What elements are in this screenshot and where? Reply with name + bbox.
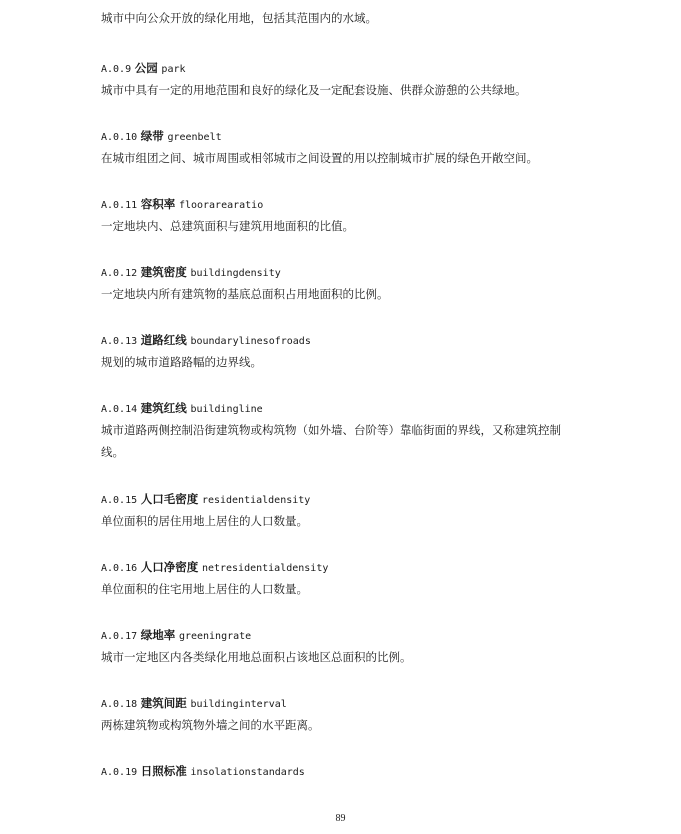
term-name: 建筑密度 bbox=[140, 265, 187, 279]
term-english: park bbox=[161, 64, 186, 75]
term-code: A.0.10 bbox=[101, 132, 138, 143]
term-name: 人口净密度 bbox=[140, 560, 199, 574]
term-name: 容积率 bbox=[140, 197, 176, 211]
term-definition: 两栋建筑物或构筑物外墙之间的水平距离。 bbox=[101, 718, 320, 732]
term-code: A.0.15 bbox=[101, 495, 138, 506]
term-name: 日照标准 bbox=[140, 764, 187, 778]
term-heading bbox=[101, 624, 581, 648]
term-code: A.0.16 bbox=[101, 563, 138, 574]
term-definition: 规划的城市道路路幅的边界线。 bbox=[101, 355, 262, 369]
term-heading bbox=[101, 261, 581, 285]
term-name: 绿带 bbox=[140, 129, 164, 143]
term-definition: 单位面积的住宅用地上居住的人口数量。 bbox=[101, 582, 308, 596]
term-english: buildingdensity bbox=[190, 268, 281, 279]
term-definition: 城市一定地区内各类绿化用地总面积占该地区总面积的比例。 bbox=[101, 650, 412, 664]
term-english: floorarearatio bbox=[178, 200, 264, 211]
term-definition: 城市中具有一定的用地范围和良好的绿化及一定配套设施、供群众游憩的公共绿地。 bbox=[101, 83, 527, 97]
page-number: 89 bbox=[335, 813, 346, 824]
term-code: A.0.17 bbox=[101, 631, 138, 642]
term-heading bbox=[101, 556, 581, 580]
term-definition: 城市道路两侧控制沿街建筑物或构筑物（如外墙、台阶等）靠临街面的界线，又称建筑控制线。 bbox=[101, 423, 561, 459]
term-code: A.0.18 bbox=[101, 699, 138, 710]
term-heading bbox=[101, 488, 581, 512]
term-name: 建筑间距 bbox=[140, 696, 187, 710]
term-heading bbox=[101, 692, 581, 716]
term-definition: 在城市组团之间、城市周围或相邻城市之间设置的用以控制城市扩展的绿色开敞空间。 bbox=[101, 151, 538, 165]
term-code: A.0.9 bbox=[101, 64, 132, 75]
term-code: A.0.14 bbox=[101, 404, 138, 415]
intro-definition: 城市中向公众开放的绿化用地，包括其范围内的水域。 bbox=[101, 11, 377, 25]
term-name: 绿地率 bbox=[140, 628, 176, 642]
term-english: greeningrate bbox=[178, 631, 252, 642]
term-name: 公园 bbox=[134, 61, 158, 75]
term-code: A.0.11 bbox=[101, 200, 138, 211]
term-heading bbox=[101, 125, 581, 149]
term-code: A.0.13 bbox=[101, 336, 138, 347]
term-heading bbox=[101, 57, 581, 81]
term-definition: 一定地块内所有建筑物的基底总面积占用地面积的比例。 bbox=[101, 287, 389, 301]
term-english: boundarylinesofroads bbox=[190, 336, 311, 347]
term-name: 建筑红线 bbox=[140, 401, 187, 415]
term-heading bbox=[101, 193, 581, 217]
term-code: A.0.19 bbox=[101, 767, 138, 778]
term-english: buildinginterval bbox=[190, 699, 287, 710]
term-english: buildingline bbox=[190, 404, 263, 415]
term-english: insolationstandards bbox=[190, 767, 305, 778]
term-code: A.0.12 bbox=[101, 268, 138, 279]
term-definition: 一定地块内、总建筑面积与建筑用地面积的比值。 bbox=[101, 219, 354, 233]
term-heading bbox=[101, 329, 581, 353]
term-english: residentialdensity bbox=[201, 495, 311, 506]
term-definition: 单位面积的居住用地上居住的人口数量。 bbox=[101, 514, 308, 528]
term-name: 人口毛密度 bbox=[140, 492, 199, 506]
term-english: netresidentialdensity bbox=[201, 563, 329, 574]
term-name: 道路红线 bbox=[140, 333, 187, 347]
term-english: greenbelt bbox=[167, 132, 222, 143]
term-heading bbox=[101, 760, 581, 784]
term-heading bbox=[101, 397, 581, 421]
